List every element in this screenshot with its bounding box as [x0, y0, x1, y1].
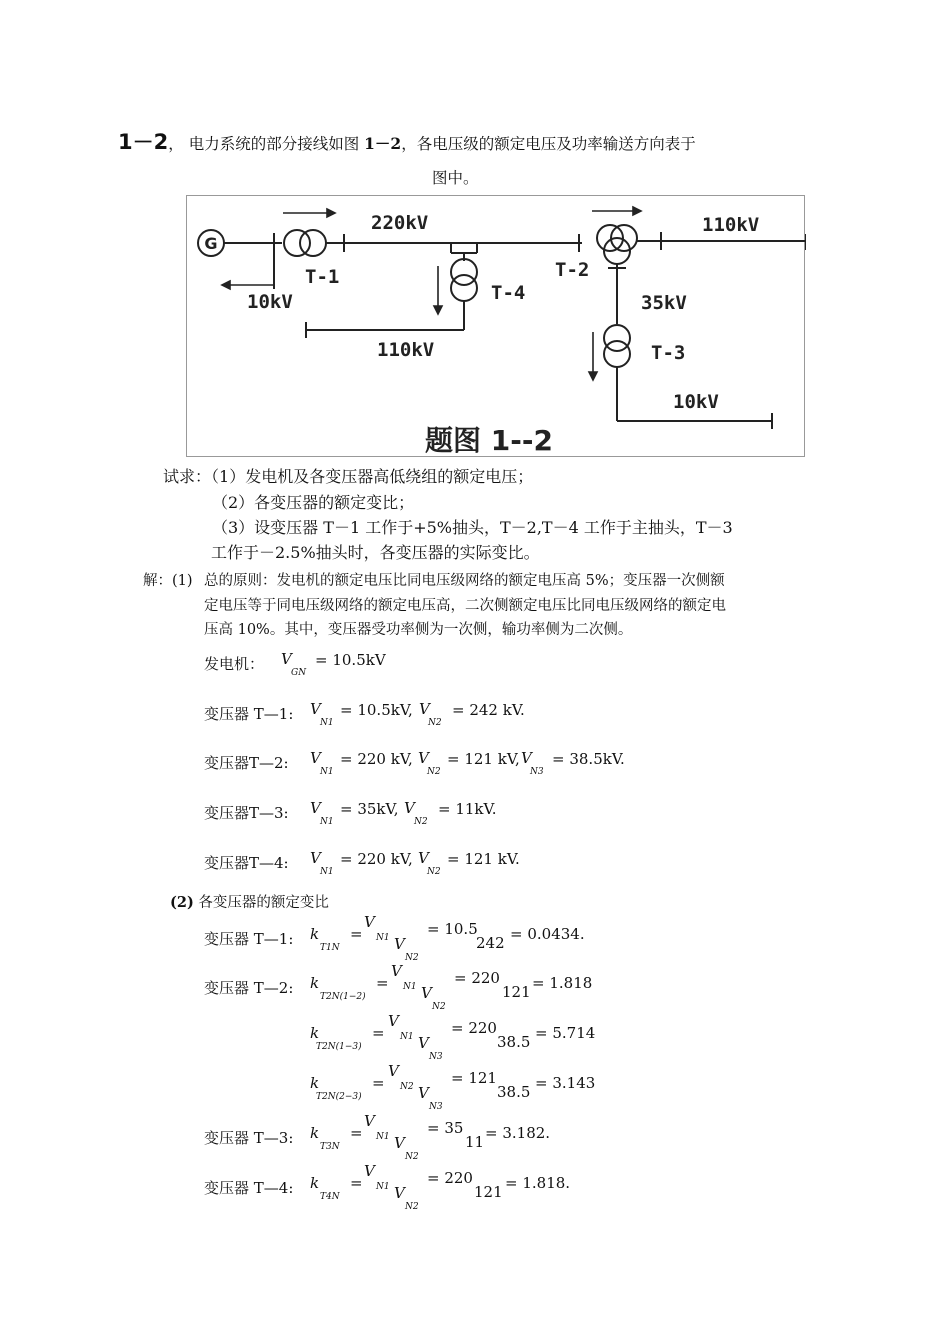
r6-den: 121	[474, 1183, 503, 1201]
r6-vnum: V	[364, 1162, 375, 1180]
r5-den: 11	[465, 1133, 485, 1151]
t1-eq2: = 242 kV.	[452, 701, 525, 719]
label-220kv: 220kV	[371, 212, 429, 234]
r1-label: 变压器 T—1:	[204, 930, 294, 948]
figure-caption: 题图 1--2	[425, 424, 553, 457]
t2-v2: V	[418, 749, 429, 767]
r6-res: = 1.818.	[505, 1174, 571, 1192]
r5-k: k	[310, 1124, 320, 1142]
t3-v2: V	[404, 799, 415, 817]
r4-vnum-sub: N2	[400, 1082, 414, 1092]
t3-eq2: = 11kV.	[438, 800, 497, 818]
t4-v1: V	[310, 849, 321, 867]
problem-number: 1－2	[118, 130, 169, 154]
r3-vnum: V	[388, 1012, 399, 1030]
gen-eq: = 10.5kV	[315, 651, 386, 669]
label-110kv-top: 110kV	[702, 214, 760, 236]
r3-vden: V	[418, 1034, 429, 1052]
r2-label: 变压器 T—2:	[204, 979, 294, 997]
r4-eqsign: =	[372, 1074, 385, 1092]
r5-vden: V	[394, 1134, 405, 1152]
r2-ksub: T2N(1−2)	[320, 992, 366, 1002]
r1-vnum: V	[364, 913, 375, 931]
r1-den: 242	[476, 934, 505, 952]
r1-eqsign: =	[350, 925, 363, 943]
question-line1	[163, 464, 533, 487]
r2-num: = 220	[454, 969, 500, 987]
question-q2: （2）各变压器的额定变比；	[212, 493, 415, 512]
t2-sub1: N1	[320, 767, 334, 777]
r1-res: = 0.0434.	[510, 925, 585, 943]
problem-heading	[118, 126, 696, 156]
heading-text2: ，各电压级的额定电压及功率输送方向表于	[401, 135, 696, 153]
r6-vnum-sub: N1	[376, 1182, 390, 1192]
r3-eqsign: =	[372, 1024, 385, 1042]
t1-sub1: N1	[320, 718, 334, 728]
r2-vden: V	[421, 984, 432, 1002]
t4-eq1: = 220 kV,	[340, 850, 413, 868]
label-t2: T-2	[555, 259, 590, 281]
heading-line2: 图中。	[432, 169, 479, 187]
t4-label: 变压器T—4:	[204, 854, 289, 872]
r5-vnum: V	[364, 1112, 375, 1130]
t4-eq2: = 121 kV.	[447, 850, 520, 868]
r2-eqsign: =	[376, 974, 389, 992]
solution-label: 解：(1)	[143, 573, 193, 589]
r5-vnum-sub: N1	[376, 1132, 390, 1142]
r4-num-value: 121	[468, 1069, 497, 1087]
r2-vden-sub: N2	[432, 1002, 446, 1012]
t1-transformer-coil1	[284, 230, 310, 256]
r2-den: 121	[502, 983, 531, 1001]
r5-vden-sub: N2	[405, 1152, 419, 1162]
heading-sep: ，	[168, 135, 184, 153]
r4-k: k	[310, 1074, 320, 1092]
r3-ksub: T2N(1−3)	[316, 1042, 362, 1052]
r3-res: = 5.714	[535, 1024, 596, 1042]
r4-res: = 3.143	[535, 1074, 596, 1092]
r1-num: = 10.5	[427, 920, 478, 938]
gen-v: V	[281, 650, 292, 668]
question-q3b: 工作于－2.5%抽头时，各变压器的实际变比。	[211, 543, 540, 562]
r6-num: = 220	[427, 1169, 473, 1187]
label-t1: T-1	[305, 266, 340, 288]
diagram-svg	[187, 196, 806, 458]
r6-vden-sub: N2	[405, 1202, 419, 1212]
r6-num-value: 220	[444, 1169, 473, 1187]
t3-sub2: N2	[414, 817, 428, 827]
r2-res: = 1.818	[532, 974, 593, 992]
r2-num-value: 220	[471, 969, 500, 987]
t2-v1: V	[310, 749, 321, 767]
gen-sub: GN	[291, 668, 307, 678]
r4-ksub: T2N(2−3)	[316, 1092, 362, 1102]
part2-heading	[170, 891, 329, 912]
label-10kv-left: 10kV	[247, 291, 293, 313]
r1-ksub: T1N	[320, 943, 340, 953]
wiring-diagram	[186, 195, 805, 457]
t1-label: 变压器 T—1:	[204, 705, 294, 723]
r6-vden: V	[394, 1184, 405, 1202]
t2-v3: V	[521, 749, 532, 767]
t4-transformer-coil1	[451, 259, 477, 285]
r4-num: = 121	[451, 1069, 497, 1087]
t3-transformer-coil2	[604, 341, 630, 367]
r3-vnum-sub: N1	[400, 1032, 414, 1042]
t3-v1: V	[310, 799, 321, 817]
r1-vnum-sub: N1	[376, 933, 390, 943]
part2-label: (2)	[170, 894, 194, 911]
r5-num: = 35	[427, 1119, 464, 1137]
label-t4: T-4	[491, 282, 526, 304]
r6-eqsign: =	[350, 1174, 363, 1192]
t4-sub2: N2	[427, 867, 441, 877]
t4-transformer-coil2	[451, 275, 477, 301]
t3-transformer-coil1	[604, 325, 630, 351]
label-35kv: 35kV	[641, 292, 687, 314]
question-intro: 试求：	[163, 467, 212, 486]
r1-vden-sub: N2	[405, 953, 419, 963]
t3-label: 变压器T—3:	[204, 804, 289, 822]
heading-text: 电力系统的部分接线如图	[188, 135, 360, 153]
t3-sub1: N1	[320, 817, 334, 827]
t2-eq2: = 121 kV,	[447, 750, 520, 768]
gen-label: G	[204, 234, 218, 253]
r4-vden-sub: N3	[429, 1102, 443, 1112]
label-t3: T-3	[651, 342, 686, 364]
r3-k: k	[310, 1024, 320, 1042]
r1-num-value: 10.5	[444, 920, 478, 938]
r5-label: 变压器 T—3:	[204, 1129, 294, 1147]
r5-ksub: T3N	[320, 1142, 340, 1152]
r1-k: k	[310, 925, 320, 943]
r2-k: k	[310, 974, 320, 992]
t1-v1: V	[310, 700, 321, 718]
t2-sub2: N2	[427, 767, 441, 777]
r4-vnum: V	[388, 1062, 399, 1080]
t1-sub2: N2	[428, 718, 442, 728]
solution-p3: 压高 10%。其中，变压器受功率侧为一次侧，输功率侧为二次侧。	[204, 622, 633, 638]
t2-eq3: = 38.5kV.	[552, 750, 625, 768]
question-q3a: （3）设变压器 T－1 工作于+5%抽头，T－2,T－4 工作于主抽头，T－3	[212, 518, 733, 537]
r3-den: 38.5	[497, 1033, 531, 1051]
r3-vden-sub: N3	[429, 1052, 443, 1062]
r3-num-value: 220	[468, 1019, 497, 1037]
r3-num: = 220	[451, 1019, 497, 1037]
r4-vden: V	[418, 1084, 429, 1102]
gen-label-text: 发电机：	[204, 655, 265, 673]
t4-v2: V	[418, 849, 429, 867]
r6-k: k	[310, 1174, 320, 1192]
part2-text: 各变压器的额定变比	[198, 895, 329, 911]
t3-eq1: = 35kV,	[340, 800, 399, 818]
t2-sub3: N3	[530, 767, 544, 777]
t2-eq1: = 220 kV,	[340, 750, 413, 768]
t1-v2: V	[419, 700, 430, 718]
t1-eq1: = 10.5kV,	[340, 701, 413, 719]
t4-sub1: N1	[320, 867, 334, 877]
r6-label: 变压器 T—4:	[204, 1179, 294, 1197]
label-110kv-bottom: 110kV	[377, 339, 435, 361]
label-10kv-right: 10kV	[673, 391, 719, 413]
r5-eqsign: =	[350, 1124, 363, 1142]
solution-p1: 总的原则：发电机的额定电压比同电压级网络的额定电压高 5%；变压器一次侧额	[204, 573, 725, 589]
t2-label: 变压器T—2:	[204, 754, 289, 772]
r5-num-value: 35	[444, 1119, 464, 1137]
question-q1: （1）发电机及各变压器高低绕组的额定电压；	[211, 467, 534, 486]
t1-transformer-coil2	[300, 230, 326, 256]
r4-den: 38.5	[497, 1083, 531, 1101]
r5-res: = 3.182.	[485, 1124, 551, 1142]
heading-ref: 1－2	[364, 134, 402, 153]
r6-ksub: T4N	[320, 1192, 340, 1202]
r2-vnum: V	[391, 962, 402, 980]
solution-p2: 定电压等于同电压级网络的额定电压高，二次侧额定电压比同电压级网络的额定电	[204, 598, 726, 614]
r2-vnum-sub: N1	[403, 982, 417, 992]
r1-vden: V	[394, 935, 405, 953]
